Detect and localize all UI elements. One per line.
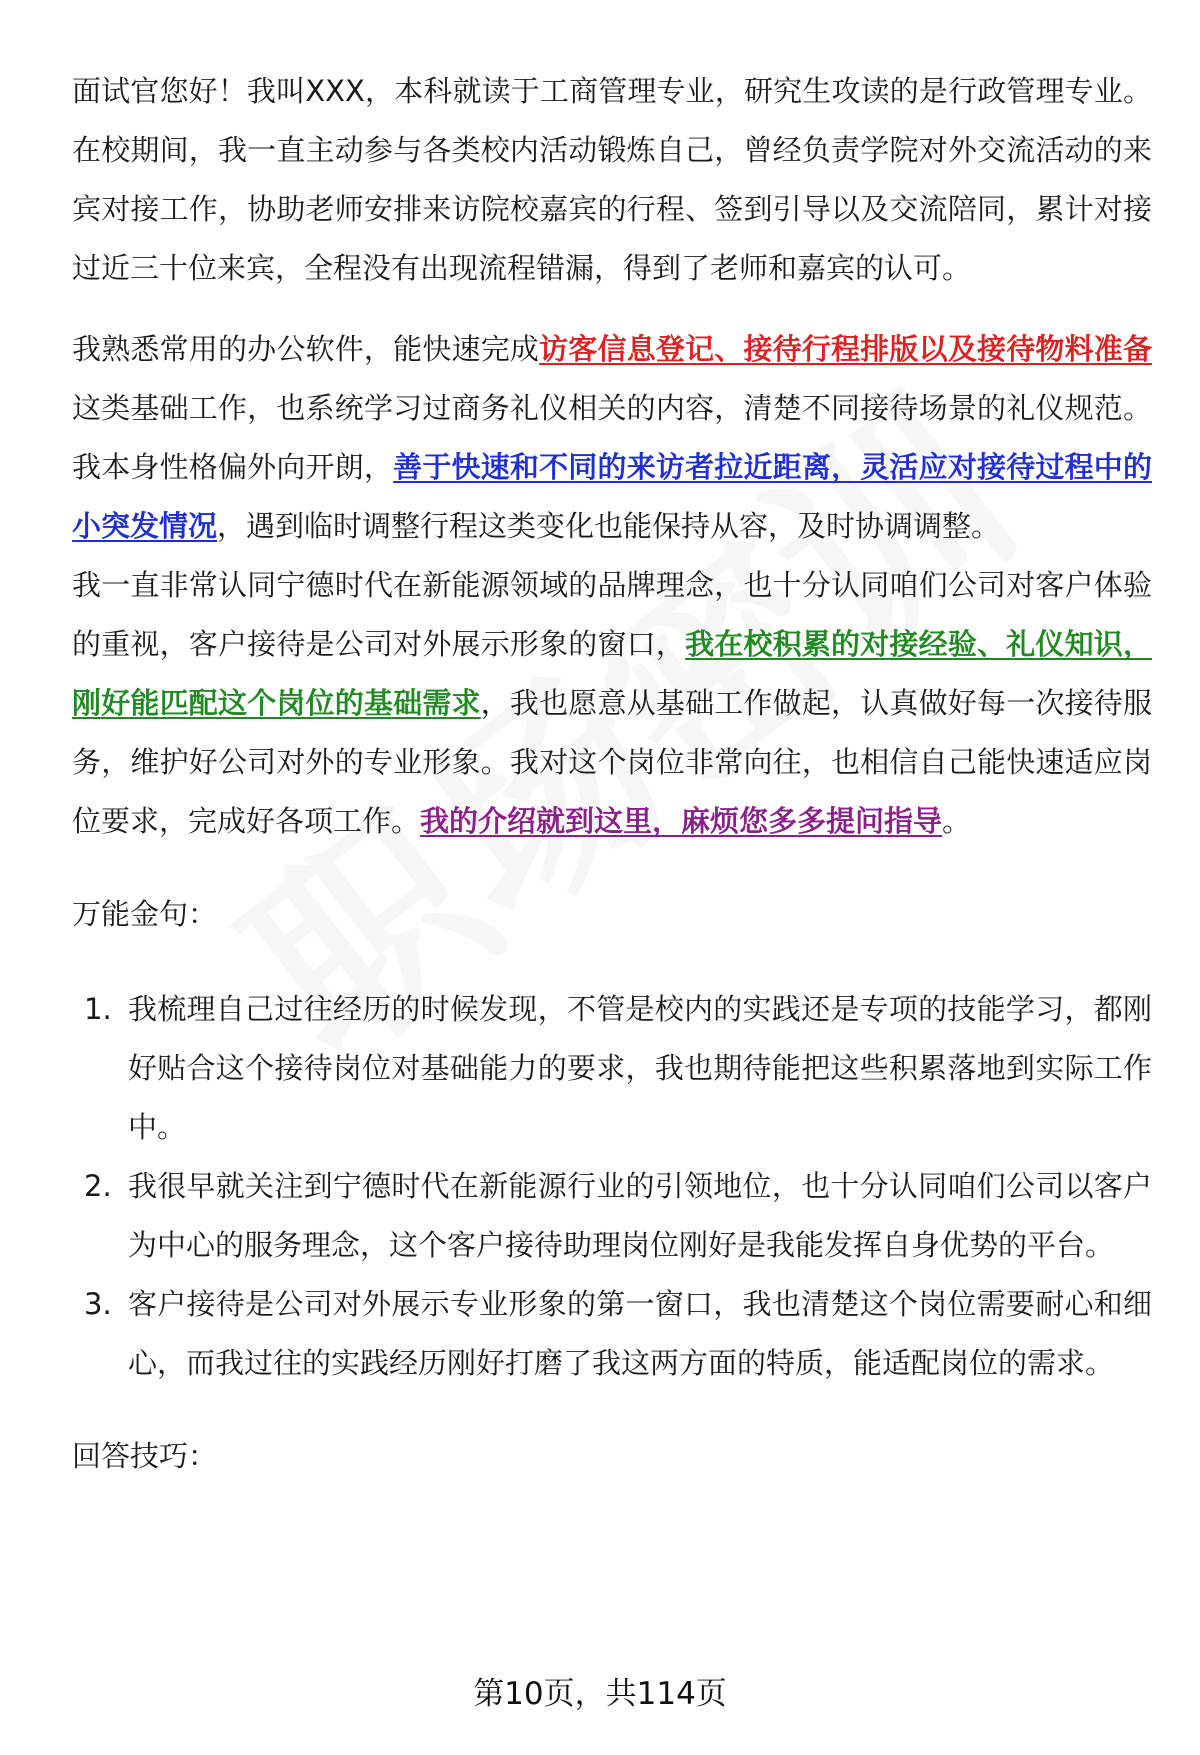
page-number-footer: 第10页，共114页 — [473, 1676, 727, 1712]
list-item-number: 1. — [84, 992, 112, 1026]
list-item — [72, 1157, 1152, 1275]
skills-text-3: ，遇到临时调整行程这类变化也能保持从容，及时协调调整。 — [217, 509, 1001, 543]
list-item-text: 我梳理自己过往经历的时候发现，不管是校内的实践还是专项的技能学习，都刚好贴合这个接待岗位对基础能力的要求，我也期待能把这些积累落地到实际工作中。 — [128, 992, 1152, 1144]
skills-text-1: 我熟悉常用的办公软件，能快速完成 — [72, 332, 540, 366]
golden-phrases-list — [72, 980, 1152, 1393]
list-item-number: 3. — [84, 1287, 112, 1321]
list-item-number: 2. — [84, 1169, 112, 1203]
golden-phrases-label: 万能金句： — [72, 897, 218, 931]
list-item-text: 客户接待是公司对外展示专业形象的第一窗口，我也清楚这个岗位需要耐心和细心，而我过往的实践经历刚好打磨了我这两方面的特质，能适配岗位的需求。 — [128, 1287, 1152, 1380]
motivation-text-1: 我一直非常认同宁德时代在新能源领域的品牌理念，也十分认同咱们公司对客户体验的重视，客户接待是公司对外展示形象的窗口， — [72, 568, 1152, 661]
highlight-green: 我在校积累的对接经验、礼仪知识，刚好能匹配这个岗位的基础需求 — [72, 627, 1152, 720]
motivation-text-2: ，我也愿意从基础工作做起，认真做好每一次接待服务，维护好公司对外的专业形象。我对这个岗位非常向往，也相信自己能快速适应岗位要求，完成好各项工作。 — [72, 686, 1152, 838]
list-item-text: 我很早就关注到宁德时代在新能源行业的引领地位，也十分认同咱们公司以客户为中心的服务理念，这个客户接待助理岗位刚好是我能发挥自身优势的平台。 — [128, 1169, 1152, 1262]
answer-tips-label: 回答技巧： — [72, 1439, 218, 1473]
document-page — [72, 62, 1152, 1486]
highlight-purple: 我的介绍就到这里，麻烦您多多提问指导 — [420, 804, 943, 838]
highlight-red: 访客信息登记、接待行程排版以及接待物料准备 — [539, 332, 1152, 366]
intro-paragraph: 面试官您好！我叫XXX，本科就读于工商管理专业，研究生攻读的是行政管理专业。在校期间，我一直主动参与各类校内活动锻炼自己，曾经负责学院对外交流活动的来宾对接工作，协助老师安排来访院校嘉宾的行程、签到引导以及交流陪同，累计对接过近三十位来宾，全程没有出现流程错漏，得到了老师和嘉宾的认可。 — [72, 74, 1152, 285]
list-item — [72, 980, 1152, 1157]
skills-text-2: 这类基础工作，也系统学习过商务礼仪相关的内容，清楚不同接待场景的礼仪规范。我本身性格偏外向开朗， — [72, 391, 1152, 484]
skills-paragraph — [72, 320, 1152, 556]
motivation-paragraph — [72, 556, 1152, 851]
list-item — [72, 1275, 1152, 1393]
motivation-text-3: 。 — [942, 804, 972, 838]
highlight-blue: 善于快速和不同的来访者拉近距离，灵活应对接待过程中的小突发情况 — [72, 450, 1152, 543]
